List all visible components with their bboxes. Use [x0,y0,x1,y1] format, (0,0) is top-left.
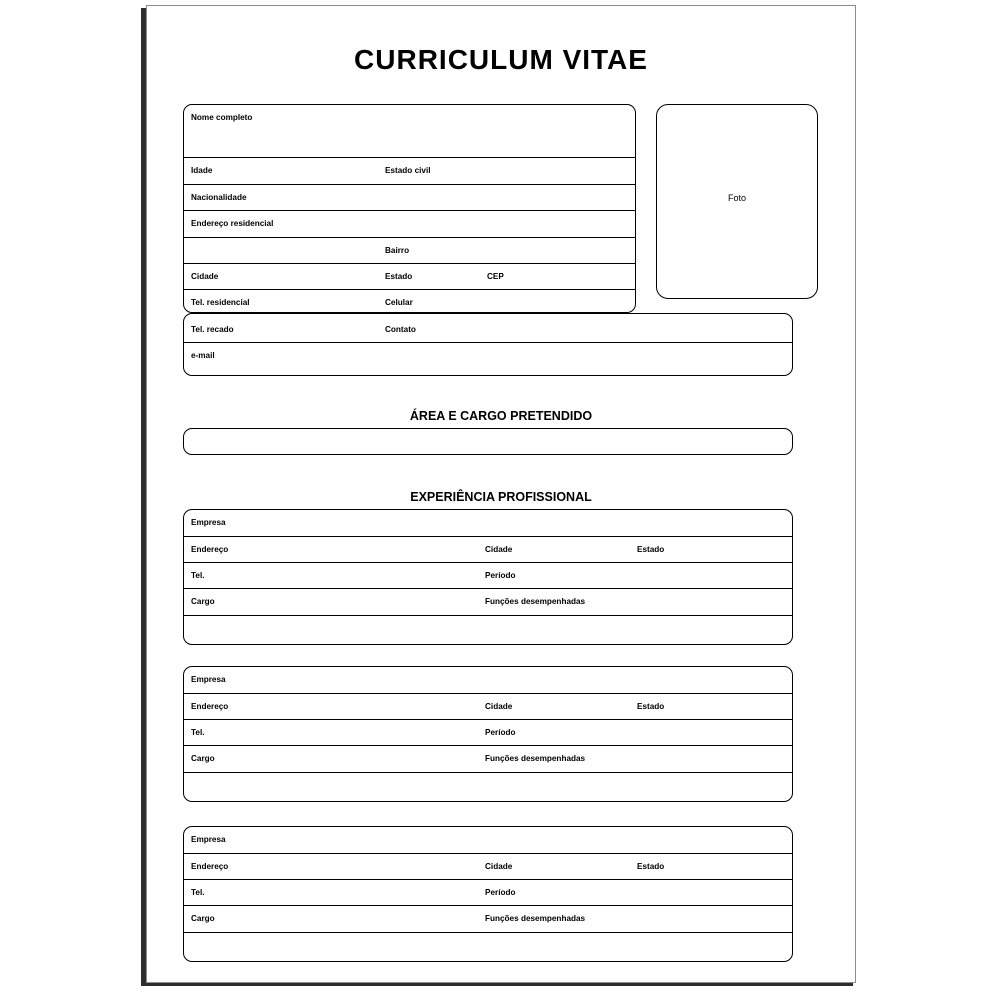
divider-recado [183,342,793,343]
cv-sheet [146,5,856,983]
exp3-divider-empresa [183,853,793,854]
exp3-label-periodo: Período [485,888,516,897]
divider-idade [183,184,636,185]
exp1-label-cargo: Cargo [191,597,215,606]
label-contato: Contato [385,325,416,334]
exp3-divider-tel [183,905,793,906]
exp3-label-cargo: Cargo [191,914,215,923]
exp2-label-funcoes: Funções desempenhadas [485,754,586,763]
exp2-label-cidade: Cidade [485,702,513,711]
exp1-label-funcoes: Funções desempenhadas [485,597,586,606]
label-endereco-residencial: Endereço residencial [191,219,274,228]
label-idade: Idade [191,166,213,175]
page-title: CURRICULUM VITAE [354,44,648,75]
divider-cidade [183,289,636,290]
exp3-label-estado: Estado [637,862,665,871]
exp2-label-empresa: Empresa [191,675,226,684]
exp1-label-cidade: Cidade [485,545,513,554]
label-email: e-mail [191,351,215,360]
label-nome-completo: Nome completo [191,113,253,122]
exp1-label-tel: Tel. [191,571,205,580]
photo-label: Foto [727,193,746,203]
label-cep: CEP [487,272,504,281]
exp2-label-estado: Estado [637,702,665,711]
label-nacionalidade: Nacionalidade [191,193,247,202]
exp3-label-cidade: Cidade [485,862,513,871]
exp1-divider-cargo [183,615,793,616]
exp2-label-cargo: Cargo [191,754,215,763]
exp2-divider-endereco [183,719,793,720]
area-cargo-field[interactable] [183,428,793,455]
label-celular: Celular [385,298,413,307]
exp2-divider-cargo [183,772,793,773]
exp2-divider-empresa [183,693,793,694]
cv-inner [147,6,855,982]
exp1-label-periodo: Período [485,571,516,580]
divider-nacionalidade [183,210,636,211]
exp1-divider-endereco [183,562,793,563]
label-bairro: Bairro [385,246,410,255]
exp2-label-tel: Tel. [191,728,205,737]
exp2-label-endereco: Endereço [191,702,229,711]
exp3-label-tel: Tel. [191,888,205,897]
label-tel-residencial: Tel. residencial [191,298,250,307]
exp3-label-endereco: Endereço [191,862,229,871]
section-title-experiencia: EXPERIÊNCIA PROFISSIONAL [410,490,592,504]
exp1-divider-tel [183,588,793,589]
exp3-label-funcoes: Funções desempenhadas [485,914,586,923]
divider-nome [183,157,636,158]
label-tel-recado: Tel. recado [191,325,234,334]
exp1-label-empresa: Empresa [191,518,226,527]
label-estado: Estado [385,272,413,281]
label-cidade: Cidade [191,272,219,281]
contact-box [183,313,793,376]
label-estado-civil: Estado civil [385,166,431,175]
divider-endereco [183,237,636,238]
photo-frame [656,104,818,299]
exp3-divider-endereco [183,879,793,880]
exp2-label-periodo: Período [485,728,516,737]
divider-bairro [183,263,636,264]
exp1-label-endereco: Endereço [191,545,229,554]
exp2-divider-tel [183,745,793,746]
exp3-divider-cargo [183,932,793,933]
exp3-label-empresa: Empresa [191,835,226,844]
exp1-label-estado: Estado [637,545,665,554]
section-title-area-cargo: ÁREA E CARGO PRETENDIDO [409,409,593,423]
exp1-divider-empresa [183,536,793,537]
